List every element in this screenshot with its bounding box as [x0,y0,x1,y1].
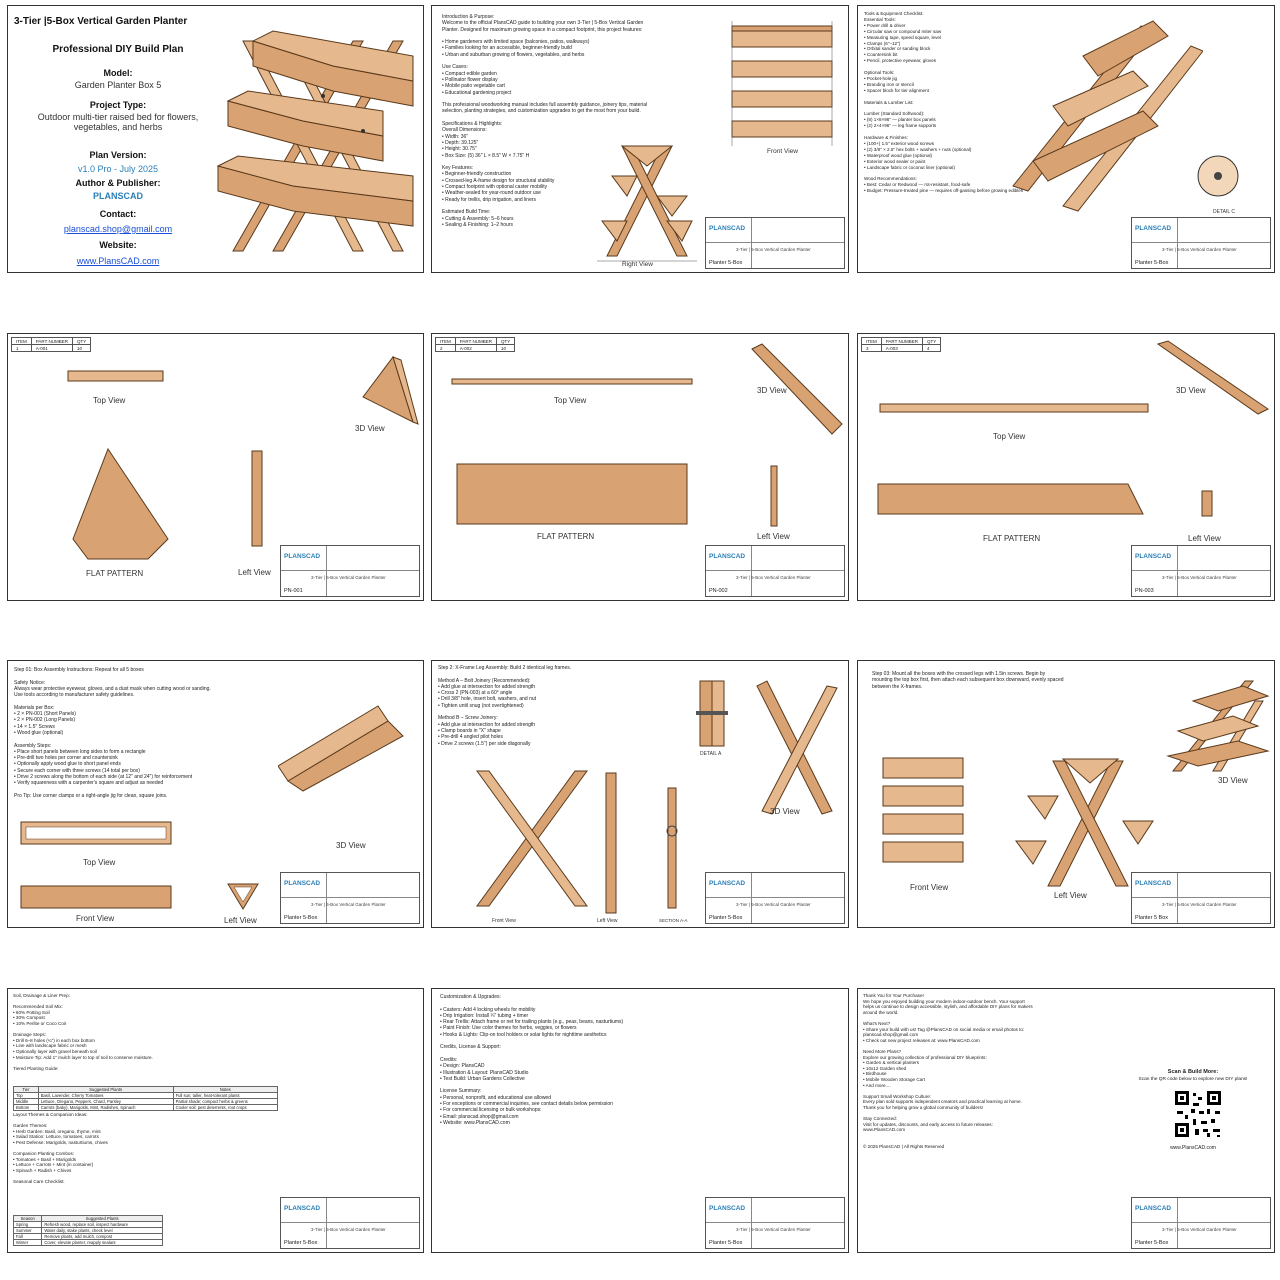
step3-left-view [1008,751,1168,891]
page-soil [7,988,424,1253]
part1-3d-label: 3D View [355,424,385,433]
page-thanks [857,988,1275,1253]
step2-text: Step 2: X-Frame Leg Assembly: Build 2 identical leg frames. Method A – Bolt Joinery (Recommended): • Add glue at intersection for added strength • Cross 2 (PN-003) at a 60° angle • Drill 3/8" hole, insert bolt, washers, and nut • Tighten until snug (not overtightened) Method B – Screw Joinery: • Add glue at intersection for added strength • Clamp boards in "X" shape • Pre-drill 4 angled pilot holes • Drive 2 screws (1.5") per side diagonally [438,665,572,747]
season-row [14,1240,163,1246]
step3-3d-label: 3D View [1218,776,1248,785]
version-label: Plan Version: [89,150,147,160]
title-block: PLANSCAD 3-Tier | 5-Box Vertical Garden Planter PN-001 [280,545,420,597]
part2-top-view [450,376,695,388]
front-view-label: Front View [767,148,798,155]
page-part-3 [857,333,1275,601]
season-cell: Remove plants, add mulch, compost [42,1234,163,1240]
part1-top-view [63,366,173,386]
step2-section-label: SECTION A-A [659,918,688,923]
page-intro [431,5,849,273]
part3-left-label: Left View [1188,534,1221,543]
soil-text-2: Layout Themes & Companion Ideas: Garden Themes: • Herb Garden: Basil, oregano, thyme, mint • Salad Station: Lettuce, tomatoes, carrots • Pest Defense: Marigolds, nasturtiums, chives Companion Planting Combos: • Tomatoes + Basil + Marigolds • Lettuce + Carrots + Mint (in container) • Spinach + Radish + Chives Seasonal Care Checklist: [13,1112,108,1185]
title-block: PLANSCAD 3-Tier | 5-Box Vertical Garden Planter Planter 5-Box [1131,1197,1271,1249]
season-header: Season [14,1216,42,1222]
part3-flat-label: FLAT PATTERN [983,534,1041,543]
part1-flat-label: FLAT PATTERN [86,569,144,578]
planter-3d-illustration [213,26,418,266]
front-view-drawing [722,21,842,151]
type-label: Project Type: [89,100,147,110]
parts-table: ITEM PART NUMBER QTY 2 A-002 10 [435,337,515,352]
page-step-2 [431,660,849,928]
tier-row [14,1105,278,1111]
season-cell: Refresh wood, replace soil, inspect hardware [42,1222,163,1228]
parts-table: ITEM PART NUMBER QTY 1 A-001 10 [11,337,91,352]
step2-left-view [602,771,622,916]
model-label: Model: [103,68,133,78]
step3-front-view [878,753,968,873]
step2-x-frame-3d [752,676,842,816]
cover-title: 3-Tier |5-Box Vertical Garden Planter [14,16,188,27]
part3-3d-view [1153,339,1273,419]
title-block: PLANSCAD 3-Tier | 5-Box Vertical Garden Planter Planter 5-Box [1131,217,1271,269]
part1-flat-pattern [68,434,178,564]
season-cell: Cover, elevate planter, reapply sealant [42,1240,163,1246]
tier-cell: Full sun; taller, heat-tolerant plants [173,1093,277,1099]
part2-top-label: Top View [554,396,587,405]
season-header: Suggested Plants [42,1216,163,1222]
qr-code-icon[interactable] [1173,1089,1223,1139]
step3-front-label: Front View [910,883,949,892]
step1-3d-label: 3D View [336,841,366,850]
author-logo: PLANSCAD [92,191,143,201]
title-block: PLANSCAD 3-Tier | 5-Box Vertical Garden Planter Planter 5 Box [1131,872,1271,924]
soil-text: Soil, Drainage & Liner Prep: Recommended Soil Mix: • 60% Potting Soil • 30% Compost • 10% Perlite or Coco Coir Drainage Steps: • Drill 6–8 holes (¼") in each box bottom • Line with landscape fabric or mesh • Optionally layer with gravel beneath soil • Moisture Tip: Add 1" mulch layer to top of soil to conserve moisture. Tiered Planting Guide: [13,993,153,1071]
part1-left-view [248,449,268,549]
part3-left-view [1200,489,1216,519]
title-block: PLANSCAD 3-Tier | 5-Box Vertical Garden Planter Planter 5-Box [705,217,845,269]
step2-3d-label: 3D View [770,807,800,816]
step1-text: Step 01: Box Assembly Instructions: Repeat for all 5 boxes Safety Notice: Always wear protective eyewear, gloves, and a dust mask when cutting wood or sanding. Use tools according to manufacturer safety guidelines. Materials per Box: • 2 × PN-001 (Short Panels) • 2 × PN-002 (Long Panels) • 14 × 1.5" Screws • Wood glue (optional) Assembly Steps: • Place short panels between long sides to form a rectangle • Pre-drill two holes per corner and countersink • Optionally apply wood glue to short panel ends • Secure each corner with three screws (14 total per box) • Drive 2 screws along the bottom of each side (at 12" and 24") for reinforcement • Verify squareness with a carpenter's square and adjust as needed Pro Tip: Use corner clamps or a right-angle jig for clean, square joins. [14,667,211,799]
planter-iso-drawing [1003,16,1203,216]
page-step-1 [7,660,424,928]
step1-front-label: Front View [76,914,115,923]
step1-box-3d [278,696,418,796]
right-view-drawing [592,136,702,266]
tier-header: Suggested Plants [38,1087,173,1093]
contact-label: Contact: [99,209,137,219]
tier-cell: Lettuce, Oregano, Peppers, Chard, Parsley [38,1099,173,1105]
part1-left-label: Left View [238,568,271,577]
part1-top-label: Top View [93,396,126,405]
tier-table [13,1086,278,1111]
part2-flat-pattern [452,459,692,529]
part2-left-label: Left View [757,532,790,541]
season-cell: Water daily, stake plants, check level [42,1228,163,1234]
title-block: PLANSCAD 3-Tier | 5-Box Vertical Garden Planter Planter 5-Box [280,872,420,924]
tier-cell: Carrots (baby), Marigolds, Mint, Radishes, Spinach [38,1105,173,1111]
page-customization [431,988,849,1253]
part2-flat-label: FLAT PATTERN [537,532,595,541]
tools-text: Tools & Equipment Checklist: Essential Tools: • Power drill & driver • Circular saw or compound miter saw • Measuring tape, speed square, level • Clamps (6"–12") • Orbital sander or sanding block • Countersink bit • Pencil, protective eyewear, gloves Optional Tools: • Pocket-hole jig • Branding iron or stencil • Spacer block for tier alignment Materials & Lumber List: Lumber (Standard Softwood): • (8) 1×8×96" — planter box panels • (2) 2×4×96" — leg frame supports Hardware & Finishes: • (100+) 1.5" exterior wood screws • (2) 3/8" × 2.5" hex bolts + washers + nuts (optional) • Waterproof wood glue (optional) • Exterior wood sealer or paint • Landscape fabric or coconut liner (optional) Wood Recommendations: • Best: Cedar or Redwood — rot-resistant, food-safe • Budget: Pressure-treated pine — requires off-gassing before growing edibles [864,11,1024,194]
tier-cell: Basil, Lavender, Cherry Tomatoes [38,1093,173,1099]
page-part-1 [7,333,424,601]
right-view-label: Right View [622,261,653,268]
part2-left-view [769,464,781,529]
intro-text: Introduction & Purpose: Welcome to the official PlansCAD guide to building your own 3-Tier | 5-Box Vertical Garden Planter. Designed for maximum growing space in a compact footprint, this project features: • Home gardeners with limited space (balconies, patios, walkways) • Families looking for an accessible, beginner-friendly build • Urban and suburban growing of flowers, vegetables, and herbs Use Cases: • Compact edible garden • Pollinator flower display • Mobile patio vegetable cart • Educational gardening project This professional woodworking manual includes full assembly guidance, joinery tips, material selection, planting strategies, and customization upgrades to get the most from your build. Specifications & Highlights: Overall Dimensions: • Width: 36" • Depth: 39.125" • Height: 30.75" • Box Size: (5) 36" L × 8.5" W × 7.75" H Key Features: • Beginner-friendly construction • Crossed-leg A-frame design for structural stability • Compact footprint with optional caster mobility • Weather-sealed for year-round outdoor use • Ready for trellis, drip irrigation, and liners Estimated Build Time: • Cutting & Assembly: 5–6 hours • Sealing & Finishing: 1–2 hours [442,14,648,228]
thanks-text: Thank You for Your Purchase! We hope you enjoyed building your modern indoor-outdoor bench. Your support helps us continue to design accessible, stylish, and affordable DIY plans for makers around the world. What's Next? • Share your build with us! Tag @PlansCAD on social media or email photos to: planscad.shop@gmail.com • Check out new project releases at: www.PlansCAD.com Need More Plans? Explore our growing collection of professional DIY blueprints: • Garden & vertical planters • 10x12 Garden shed • Birdhouse • Mobile Wooden Storage Cart • And more.... Support Small Workshop Culture: Every plan sold supports independent creators and practical learning at home. Thank you for helping grow a global community of builders! Stay Connected: Visit for updates, discounts, and early access to future releases: www.PlansCAD.com © 2025 PlansCAD | All Rights Reserved [863,993,1033,1150]
author-label: Author & Publisher: [75,178,161,188]
step2-front-label: Front View [492,918,516,924]
step2-left-label: Left View [597,918,618,924]
step2-section-view [662,786,682,911]
part3-flat-pattern [873,479,1148,519]
season-cell: Summer [14,1228,42,1234]
part2-3d-label: 3D View [757,386,787,395]
website-label: Website: [99,240,137,250]
scan-subtitle: Scan the QR code below to explore new DIY plans! [1138,1077,1248,1082]
tier-header: Tier [14,1087,39,1093]
title-block: PLANSCAD 3-Tier | 5-Box Vertical Garden Planter Planter 5-Box [280,1197,420,1249]
step1-front-view [18,883,178,913]
step2-detail-label: DETAIL A [700,751,722,757]
step2-front-view [462,766,602,916]
contact-email-link[interactable]: planscad.shop@gmail.com [63,224,173,234]
title-block: PLANSCAD 3-Tier | 5-Box Vertical Garden Planter PN-003 [1131,545,1271,597]
step1-top-label: Top View [83,858,116,867]
page-cover [7,5,424,273]
part3-3d-label: 3D View [1176,386,1206,395]
qr-url: www.PlansCAD.com [1170,1145,1216,1151]
title-block: PLANSCAD 3-Tier | 5-Box Vertical Garden Planter PN-002 [705,545,845,597]
detail-c-label: DETAIL C [1213,209,1235,215]
parts-table: ITEM PART NUMBER QTY 3 A-003 4 [861,337,941,352]
title-block: PLANSCAD 3-Tier | 5-Box Vertical Garden Planter Planter 5-Box [705,872,845,924]
version-value: v1.0 Pro - July 2025 [77,164,159,174]
part3-top-label: Top View [993,432,1026,441]
detail-c-circle [1193,151,1243,201]
season-cell: Winter [14,1240,42,1246]
tier-cell: Partial shade; compact herbs & greens [173,1099,277,1105]
step1-left-view [223,879,263,914]
tier-cell: Bottom [14,1105,39,1111]
page-step-3 [857,660,1275,928]
season-cell: Spring [14,1222,42,1228]
step3-3d-view [1163,676,1273,776]
page-tools [857,5,1275,273]
custom-text: Customization & Upgrades: • Casters: Add 4 locking wheels for mobility • Drip Irrigation: Install ¼" tubing + timer • Rear Trellis: Attach frame or net for trailing plants (e.g., peas, beans, nasturtiums) • Paint Finish: Use color themes for herbs, veggies, or flowers • Hooks & Lights: Clip-on tool holders or solar lights for nighttime aesthetics Credits, License & Support: Credits: • Design: PlansCAD • Illustration & Layout: PlansCAD Studio • Test Build: Urban Gardens Collective License Summary: • Personal, nonprofit, and educational use allowed • For exceptions or commercial inquiries, see contact details below permission • For commercial licensing or bulk workshops: • Email: planscad.shop@gmail.com • Website: www.PlansCAD.com [440,994,624,1126]
tier-header: Notes [173,1087,277,1093]
step3-text: Step 03: Mount all the boxes with the crossed legs with 1.5in screws. Begin by mounting the top box first, then attach each subsequent box downward, evenly spaced between the X-frames. [872,671,1064,690]
tier-cell: Top [14,1093,39,1099]
step1-top-view [18,819,178,849]
page-part-2 [431,333,849,601]
step2-detail-a [692,679,732,749]
season-cell: Fall [14,1234,42,1240]
tier-cell: Cooler soil; pest deterrents, root crops [173,1105,277,1111]
step1-left-label: Left View [224,916,257,925]
part1-3d-view [353,352,423,432]
type-value: Outdoor multi-tier raised bed for flowers, vegetables, and herbs [37,112,199,132]
model-value: Garden Planter Box 5 [74,80,162,90]
title-block: PLANSCAD 3-Tier | 5-Box Vertical Garden Planter Planter 5-Box [705,1197,845,1249]
part3-top-view [878,399,1153,419]
website-link[interactable]: www.PlansCAD.com [76,256,160,266]
step3-left-label: Left View [1054,891,1087,900]
tier-cell: Middle [14,1099,39,1105]
cover-subtitle: Professional DIY Build Plan [52,44,184,55]
scan-title: Scan & Build More: [1167,1069,1219,1075]
season-table [13,1215,163,1246]
